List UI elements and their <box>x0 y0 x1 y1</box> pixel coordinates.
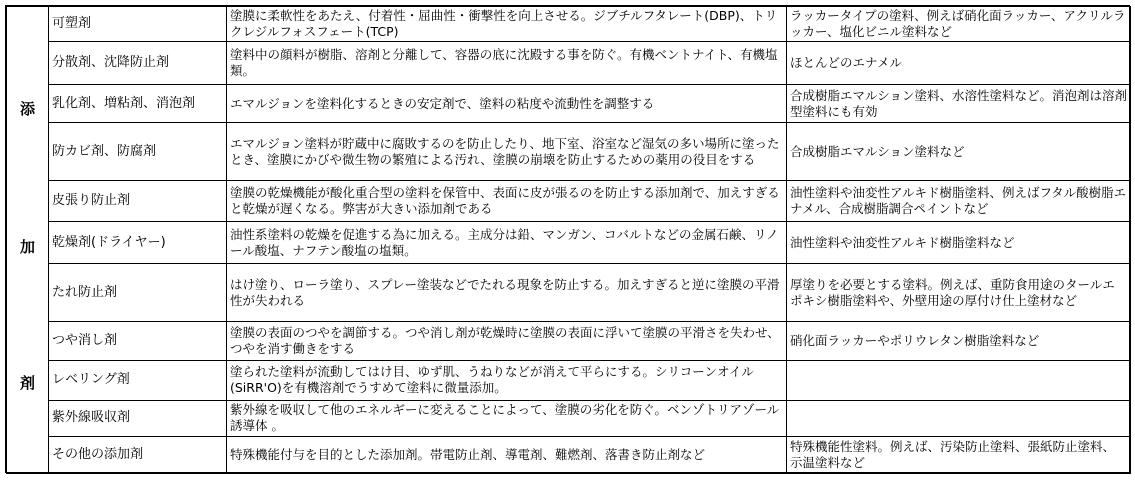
additive-description: エマルジョン塗料が貯蔵中に腐敗するのを防止したり、地下室、浴室など湿気の多い場所に塗ったとき、塗膜にかびや微生物の繁殖による汚れ、塗膜の崩壊を防止するための薬用の役目をする <box>227 123 787 181</box>
category-char: 加 <box>19 238 35 256</box>
additive-description: エマルジョンを塗料化するときの安定剤で、塗料の粘度や流動性を調整する <box>227 85 787 123</box>
table-row <box>7 85 1131 123</box>
additive-description: 特殊機能付与を目的とした添加剤。帯電防止剤、導電剤、難燃剤、落書き防止剤など <box>227 436 787 473</box>
additive-name: 防カビ剤、防腐剤 <box>49 123 227 181</box>
additive-description: 塗膜の乾燥機能が酸化重合型の塗料を保管中、表面に皮が張るのを防止する添加剤で、加えすぎると乾燥が遅くなる。弊害が大きい添加剤である <box>227 181 787 222</box>
applicable-paints: 油性塗料や油変性アルキド樹脂塗料など <box>787 222 1131 264</box>
table-row <box>7 123 1131 181</box>
additive-description: 塗料中の顔料が樹脂、溶剤と分離して、容器の底に沈殿する事を防ぐ。有機ベントナイト、有機塩類。 <box>227 42 787 85</box>
table-row <box>7 222 1131 264</box>
additive-description: 油性系塗料の乾燥を促進する為に加える。主成分は鉛、マンガン、コバルトなどの金属石鹸、リノール酸塩、ナフテン酸塩の塩類。 <box>227 222 787 264</box>
table-row <box>7 321 1131 360</box>
additive-description: はけ塗り、ローラ塗り、スプレー塗装などでたれる現象を防止する。加えすぎると逆に塗膜の平滑性が失われる <box>227 264 787 321</box>
additive-description: 塗膜の表面のつやを調節する。つや消し剤が乾燥時に塗膜の表面に浮いて塗膜の平滑さを失わせ、つやを消す働きをする <box>227 321 787 360</box>
additives-table <box>6 6 1131 474</box>
additive-name: 分散剤、沈降防止剤 <box>49 42 227 85</box>
applicable-paints <box>787 360 1131 400</box>
additive-description: 紫外線を吸収して他のエネルギーに変えることによって、塗膜の劣化を防ぐ。ベンゾトリアゾール誘導体 。 <box>227 400 787 436</box>
applicable-paints: ラッカータイプの塗料、例えば硝化面ラッカー、アクリルラッカー、塩化ビニル塗料など <box>787 7 1131 42</box>
additive-name: 乳化剤、増粘剤、消泡剤 <box>49 85 227 123</box>
table-row <box>7 264 1131 321</box>
additive-name: レベリング剤 <box>49 360 227 400</box>
applicable-paints: 特殊機能性塗料。例えば、汚染防止塗料、張紙防止塗料、示温塗料など <box>787 436 1131 473</box>
table-row <box>7 436 1131 473</box>
applicable-paints: 合成樹脂エマルション塗料、水溶性塗料など。消泡剤は溶剤型塗料にも有効 <box>787 85 1131 123</box>
category-char: 添 <box>19 100 35 118</box>
additive-description: 塗膜に柔軟性をあたえ、付着性・屈曲性・衝撃性を向上させる。ジブチルフタレート(DBP)、トリクレジルフォスフェート(TCP) <box>227 7 787 42</box>
applicable-paints: 油性塗料や油変性アルキド樹脂塗料、例えばフタル酸樹脂エナメル、合成樹脂調合ペイントなど <box>787 181 1131 222</box>
table-row <box>7 360 1131 400</box>
additive-name: 紫外線吸収剤 <box>49 400 227 436</box>
applicable-paints: 厚塗りを必要とする塗料。例えば、重防食用途のタールエポキシ樹脂塗料や、外壁用途の厚付け仕上塗材など <box>787 264 1131 321</box>
additive-name: たれ防止剤 <box>49 264 227 321</box>
table-row <box>7 42 1131 85</box>
additive-name: 乾燥剤(ドライヤー) <box>49 222 227 264</box>
table-row <box>7 181 1131 222</box>
additive-description: 塗られた塗料が流動してはけ目、ゆず肌、うねりなどが消えて平らにする。シリコーンオイル (SiRR'O)を有機溶剤でうすめて塗料に微量添加。 <box>227 360 787 400</box>
table-row <box>7 400 1131 436</box>
category-cell <box>7 7 49 474</box>
additives-table-sheet <box>5 5 1130 473</box>
additive-name: 皮張り防止剤 <box>49 181 227 222</box>
applicable-paints: 合成樹脂エマルション塗料など <box>787 123 1131 181</box>
additive-name: つや消し剤 <box>49 321 227 360</box>
applicable-paints: ほとんどのエナメル <box>787 42 1131 85</box>
category-char: 剤 <box>19 374 35 392</box>
applicable-paints: 硝化面ラッカーやポリウレタン樹脂塗料など <box>787 321 1131 360</box>
table-row <box>7 7 1131 42</box>
additive-name: その他の添加剤 <box>49 436 227 473</box>
additive-name: 可塑剤 <box>49 7 227 42</box>
applicable-paints <box>787 400 1131 436</box>
